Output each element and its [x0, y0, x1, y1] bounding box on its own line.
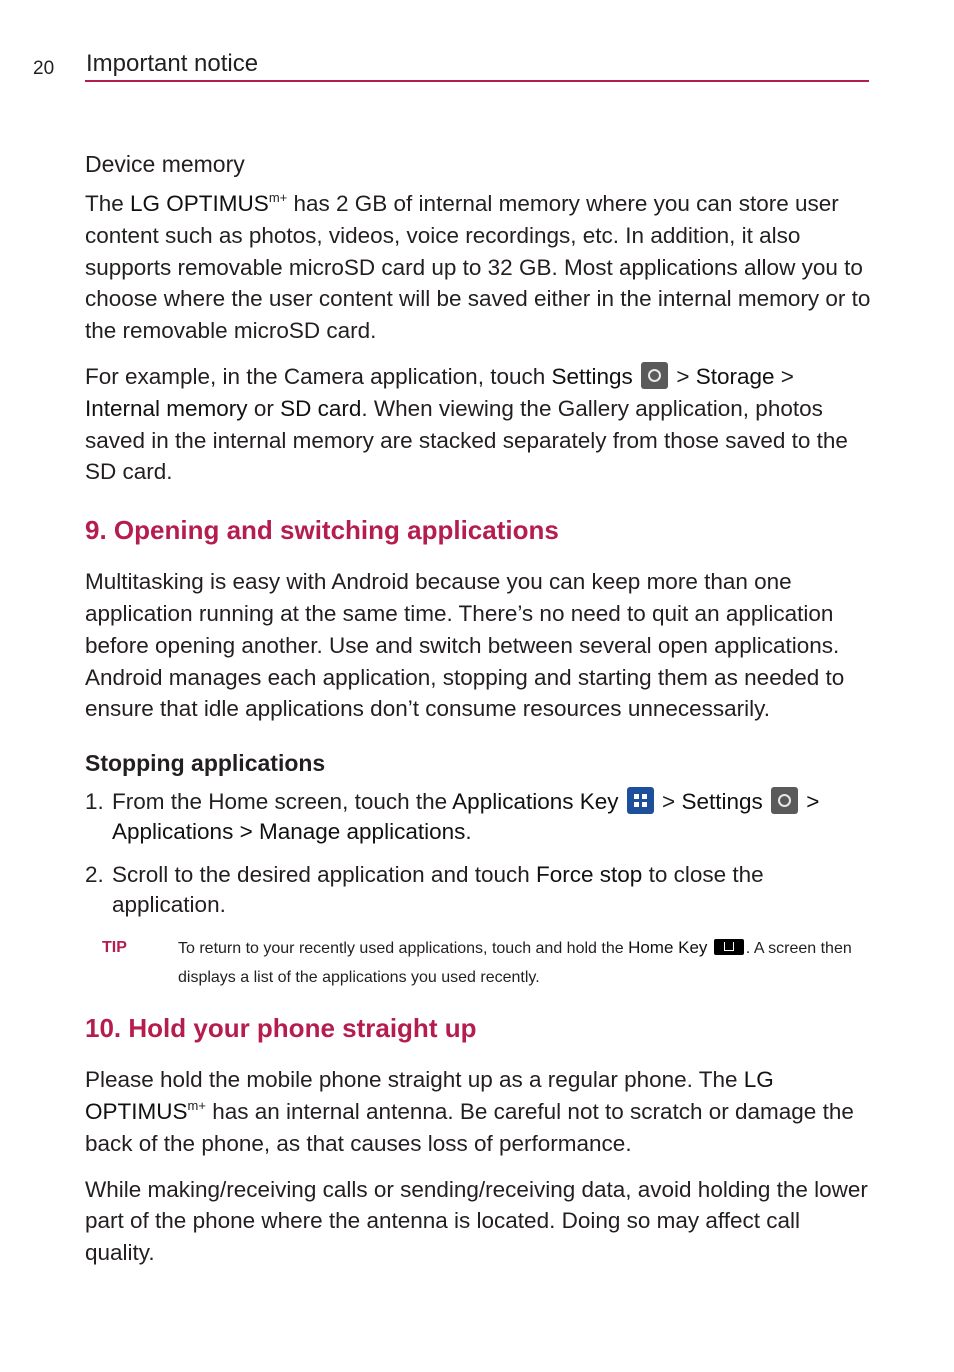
- key-storage: Storage: [695, 363, 775, 389]
- text: . When viewing the Gallery application, photos saved in the internal memory are stacked separately from those saved to the SD card.: [85, 395, 848, 485]
- product-name: LG OPTIMUS: [85, 1067, 774, 1124]
- apps-grid-icon: [627, 787, 654, 814]
- section-10-title: 10. Hold your phone straight up: [85, 1013, 477, 1044]
- step-2: [85, 860, 871, 919]
- device-memory-heading: Device memory: [85, 151, 245, 177]
- section-9-paragraph: Multitasking is easy with Android because you can keep more than one application running at the same time. There’s no need to quit an application before opening another. Use and switch between several open applications. Android manages each application, stopping and starting them as needed to ensure that idle applications don’t consume resources unnecessarily.: [85, 569, 845, 722]
- gear-icon: [771, 787, 798, 814]
- text: For example, in the Camera application, touch: [85, 363, 552, 389]
- product-name: LG OPTIMUS: [130, 191, 269, 216]
- steps-list: [85, 787, 871, 919]
- product-superscript: m+: [187, 1097, 206, 1113]
- text: .: [465, 818, 472, 844]
- text: >: [655, 789, 682, 815]
- text: To return to your recently used applications, touch and hold the: [178, 940, 629, 958]
- key-force-stop: Force stop: [536, 862, 643, 888]
- text: has an internal antenna. Be careful not to scratch or damage the back of the phone, as that causes loss of performance.: [85, 1098, 854, 1156]
- gear-icon: [641, 362, 668, 389]
- running-head: Important notice: [86, 50, 259, 77]
- section-9-title: 9. Opening and switching applications: [85, 515, 559, 546]
- step-number: 1.: [85, 789, 104, 815]
- key-internal-memory: Internal memory: [85, 395, 248, 421]
- product-superscript: m+: [268, 190, 288, 205]
- tip-label: TIP: [102, 939, 127, 957]
- header-rule: [85, 80, 869, 82]
- text: Scroll to the desired application and touch: [112, 862, 537, 888]
- key-manage-applications: > Applications > Manage applications: [112, 789, 820, 844]
- text: to close the application.: [112, 862, 764, 917]
- device-memory-paragraph-2: [85, 361, 871, 488]
- text: has 2 GB of internal memory where you can store user content such as photos, videos, voice recordings, etc. In addition, it also supports removable microSD card up to 32 GB. Most applications allow you to choose where the user content will be saved either in the internal memory or to the removable microSD card.: [85, 191, 871, 344]
- step-number: 2.: [85, 862, 104, 888]
- text: . A screen then displays a list of the applications you used recently.: [178, 940, 852, 987]
- text: From the Home screen, touch the: [112, 789, 453, 815]
- text: or: [247, 395, 281, 421]
- home-icon: [714, 939, 744, 955]
- text: >: [670, 363, 696, 389]
- tip-box: [85, 933, 871, 992]
- key-sd-card: SD card: [280, 395, 362, 421]
- device-memory-paragraph-1: [85, 188, 871, 347]
- text: The: [85, 191, 131, 216]
- stopping-applications-heading: Stopping applications: [85, 750, 326, 777]
- page-number: 20: [33, 58, 55, 79]
- page-content: [85, 148, 871, 1283]
- key-applications: Applications Key: [452, 789, 619, 815]
- key-home: Home Key: [628, 938, 708, 958]
- key-settings: Settings: [681, 789, 763, 815]
- section-10-paragraph-2: While making/receiving calls or sending/receiving data, avoid holding the lower part of the phone where the antenna is located. Doing so may affect call quality.: [85, 1176, 868, 1266]
- section-10-paragraph-1: [85, 1064, 871, 1159]
- key-settings: Settings: [551, 363, 633, 389]
- text: Please hold the mobile phone straight up as a regular phone. The: [85, 1067, 744, 1093]
- step-1: [85, 787, 871, 846]
- text: >: [774, 363, 794, 389]
